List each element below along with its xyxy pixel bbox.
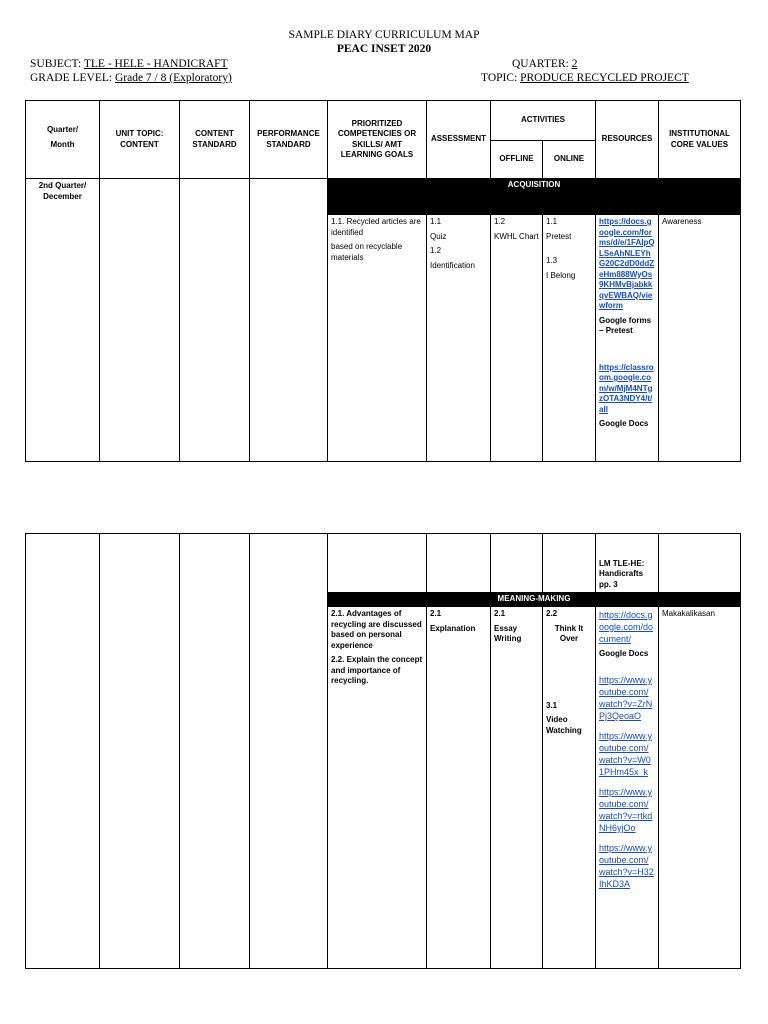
online-2: Pretest <box>546 231 572 241</box>
performance-standard-cell-2 <box>250 534 328 969</box>
grade-label: GRADE LEVEL: <box>30 72 113 84</box>
online-3: 1.3 <box>546 256 558 265</box>
assessment-top-cell <box>427 534 491 593</box>
assessment-4: Identification <box>430 260 475 270</box>
assessment-1: 1.1 <box>430 217 442 226</box>
assessment-cell <box>427 215 491 462</box>
topic-label: TOPIC: <box>481 72 518 84</box>
online-2-3: 3.1 <box>546 700 558 710</box>
topic-line <box>481 72 689 85</box>
core-values-header: INSTITUTIONAL CORE VALUES <box>659 101 741 179</box>
resources-header: RESOURCES <box>596 101 659 179</box>
assessment-cell-2 <box>427 607 491 969</box>
competency-top-cell <box>328 534 427 593</box>
offline-2-1: 2.1 <box>494 609 506 618</box>
core-value-top-cell <box>659 534 741 593</box>
offline-cell <box>491 215 543 462</box>
resource-lm-cell: LM TLE-HE: Handicrafts pp. 3 <box>596 534 659 593</box>
online-cell <box>543 215 596 462</box>
offline-2: KWHL Chart <box>494 231 539 241</box>
unit-topic-header: UNIT TOPIC: CONTENT <box>100 101 180 179</box>
performance-standard-header: PERFORMANCE STANDARD <box>250 101 328 179</box>
quarter-month-cell: 2nd Quarter/ December <box>26 179 100 462</box>
resource-link-youtube-3[interactable]: https://www.youtube.com/watch?v=rtkdNH6yjOo <box>599 787 653 833</box>
assessment-header: ASSESSMENT <box>427 101 491 179</box>
subject-label: SUBJECT: <box>30 58 82 70</box>
assessment-3: 1.2 <box>430 246 442 255</box>
resources-cell-2 <box>596 607 659 969</box>
grade-value: Grade 7 / 8 (Exploratory) <box>114 72 232 84</box>
assessment-2: Quiz <box>430 231 447 241</box>
performance-standard-cell <box>250 179 328 462</box>
subject-value: TLE - HELE - HANDICRAFT <box>83 58 228 70</box>
offline-2-2: Essay Writing <box>494 623 522 643</box>
meaning-making-band: MEANING-MAKING <box>328 593 741 607</box>
online-2-2: Think It Over <box>554 623 584 643</box>
quarter-label: QUARTER: <box>512 58 569 70</box>
content-standard-cell-2 <box>180 534 250 969</box>
grade-line <box>30 72 232 85</box>
resource-link-youtube-2[interactable]: https://www.youtube.com/watch?v=W01PHm45x_k <box>599 731 653 777</box>
document-subtitle: PEAC INSET 2020 <box>336 43 432 55</box>
resource-link-docs[interactable]: https://docs.google.com/document/ <box>599 610 654 644</box>
content-standard-cell <box>180 179 250 462</box>
offline-header: OFFLINE <box>491 141 543 179</box>
quarter-value: 2 <box>571 58 578 70</box>
resource-link-forms[interactable]: https://docs.google.com/forms/d/e/1FAIpQLSeAhNLEYhG20C2dD0ddZeHm888WyOs9KHMvBjabkkqvEWBAQ/viewform <box>599 217 655 310</box>
online-top-cell <box>543 534 596 593</box>
subject-line <box>30 58 228 71</box>
online-4: I Belong <box>546 270 576 280</box>
prioritized-competencies-header: PRIORITIZED COMPETENCIES OR SKILLS/ AMT LEARNING GOALS <box>328 101 427 179</box>
online-2-4: Video Watching <box>546 715 582 735</box>
acquisition-band: ACQUISITION <box>328 179 741 215</box>
topic-value: PRODUCE RECYCLED PROJECT <box>520 72 689 84</box>
resource-link-youtube-1[interactable]: https://www.youtube.com/watch?v=ZrNPj3QeoaO <box>599 675 653 721</box>
competency-1: 1.1. Recycled articles are identified <box>331 217 421 237</box>
resource-label-docs: Google Docs <box>599 419 649 428</box>
competency-2-2: 2.2. Explain the concept and importance of recycling. <box>331 655 423 685</box>
unit-topic-cell-2 <box>100 534 180 969</box>
core-value-cell: Awareness <box>659 215 741 462</box>
quarter-month-cell-2 <box>26 534 100 969</box>
quarter-month-header <box>26 101 100 179</box>
unit-topic-cell <box>100 179 180 462</box>
curriculum-table-1 <box>25 100 741 462</box>
month-header-label: Month <box>50 139 75 149</box>
curriculum-table-2 <box>25 533 741 969</box>
competency-2-1: 2.1. Advantages of recycling are discussed based on personal experience <box>331 609 422 650</box>
offline-cell-2 <box>491 607 543 969</box>
online-1: 1.1 <box>546 217 558 226</box>
assessment-2-1: 2.1 <box>430 609 442 618</box>
competency-cell <box>328 215 427 462</box>
content-standard-header: CONTENT STANDARD <box>180 101 250 179</box>
online-header: ONLINE <box>543 141 596 179</box>
quarter-header-label: Quarter/ <box>46 125 79 134</box>
online-cell-2 <box>543 607 596 969</box>
quarter-line <box>512 58 577 71</box>
resource-link-youtube-4[interactable]: https://www.youtube.com/watch?v=H32IhKD3A <box>599 843 654 889</box>
resource-link-classroom[interactable]: https://classroom.google.com/w/MjM4NTgzOTA3NDY4/t/all <box>599 362 654 414</box>
document-title: SAMPLE DIARY CURRICULUM MAP <box>288 29 480 41</box>
resources-cell <box>596 215 659 462</box>
online-2-1: 2.2 <box>546 609 558 618</box>
core-value-cell-2: Makakalikasan <box>659 607 741 969</box>
assessment-2-2: Explanation <box>430 623 476 633</box>
activities-header: ACTIVITIES <box>491 101 596 141</box>
competency-2: based on recyclable materials <box>331 242 403 262</box>
offline-1: 1.2 <box>494 217 506 226</box>
resource-label-forms: Google forms – Pretest <box>599 315 652 335</box>
competency-cell-2 <box>328 607 427 969</box>
resource-label-docs-2: Google Docs <box>599 649 649 658</box>
offline-top-cell <box>491 534 543 593</box>
